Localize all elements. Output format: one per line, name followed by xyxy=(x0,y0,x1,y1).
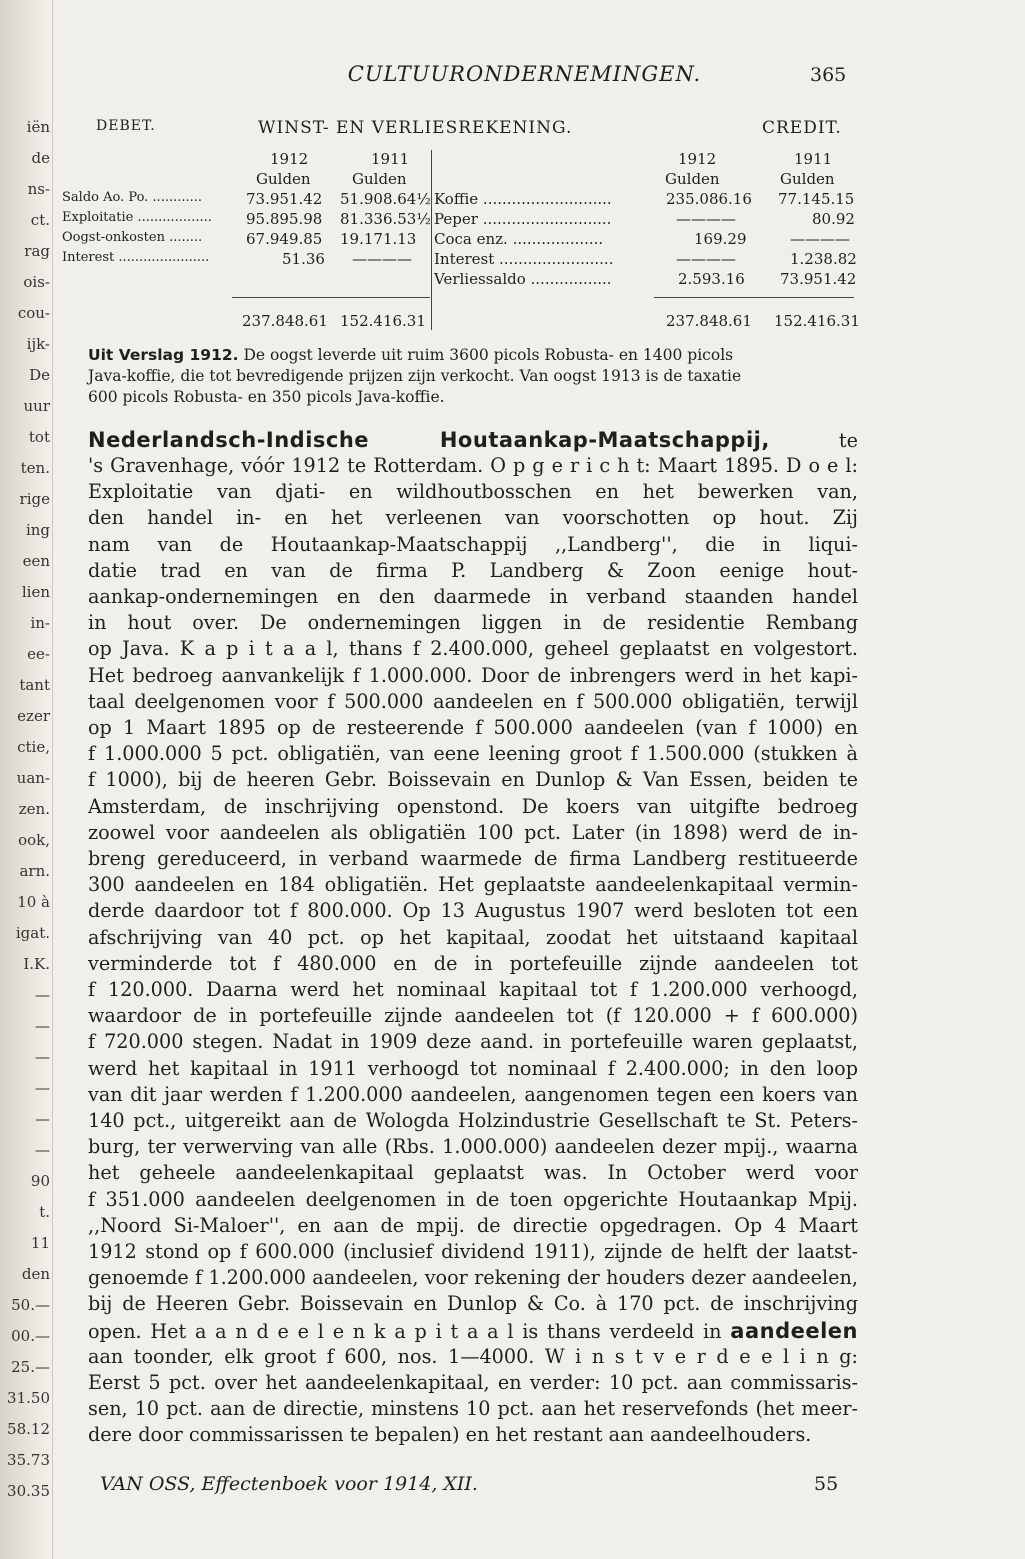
credit-unit-1912: Gulden xyxy=(665,170,720,188)
table-divider xyxy=(431,150,432,330)
debet-row-value: 81.336.53½ xyxy=(340,210,431,228)
debet-year-1912: 1912 xyxy=(270,150,309,168)
article-line: f 1000), bij de heeren Gebr. Boissevain en Dunlop & Van Essen, beiden te xyxy=(88,768,858,792)
debet-year-1911: 1911 xyxy=(371,150,410,168)
margin-fragment: 35.73 xyxy=(7,1451,50,1469)
debet-unit-1912: Gulden xyxy=(256,170,311,188)
margin-fragment: 00.— xyxy=(11,1327,50,1345)
margin-fragment: tant xyxy=(19,676,50,694)
credit-row-value: 2.593.16 xyxy=(678,270,745,288)
article-heading: Nederlandsch-Indische Houtaankap-Maatschappij, te xyxy=(88,428,858,452)
note-line-3: 600 picols Robusta- en 350 picols Java-koffie. xyxy=(88,388,445,406)
debet-unit-1911: Gulden xyxy=(352,170,407,188)
article-line: Eerst 5 pct. over het aandeelenkapitaal, en verder: 10 pct. aan commissaris- xyxy=(88,1371,858,1394)
credit-total-rule xyxy=(654,297,854,298)
margin-fragment: de xyxy=(31,149,50,167)
margin-fragment: ook, xyxy=(18,831,50,849)
article-line: zoowel voor aandeelen als obligatiën 100 pct. Later (in 1898) werd de in- xyxy=(88,820,858,844)
article-line: derde daardoor tot f 800.000. Op 13 Augustus 1907 werd besloten tot een xyxy=(88,899,858,923)
margin-fragment: ee- xyxy=(27,645,50,663)
article-line: afschrijving van 40 pct. op het kapitaal, zoodat het uitstaand kapitaal xyxy=(88,925,858,949)
credit-row-value: ———— xyxy=(676,250,736,268)
note-line-1: Uit Verslag 1912. De oogst leverde uit ruim 3600 picols Robusta- en 1400 picols xyxy=(88,346,734,364)
margin-fragment: — xyxy=(35,1017,50,1035)
margin-fragment: 50.— xyxy=(11,1296,50,1314)
margin-fragment: — xyxy=(35,1048,50,1066)
previous-page-margin xyxy=(0,0,53,1559)
footer-source: VAN OSS, Effectenboek voor 1914, XII. xyxy=(100,1473,478,1495)
article-line: ,,Noord Si-Maloer'', en aan de mpij. de directie opgedragen. Op 4 Maart xyxy=(88,1213,858,1237)
margin-fragment: rag xyxy=(24,242,50,260)
debet-row-value: 51.36 xyxy=(282,250,325,268)
margin-fragment: tot xyxy=(28,428,50,446)
bold-keyword: aandeelen xyxy=(730,1318,858,1343)
margin-fragment: De xyxy=(29,366,50,384)
margin-fragment: ten. xyxy=(20,459,50,477)
article-line: op 1 Maart 1895 op de resteerende f 500.000 aandeelen (van f 1000) en xyxy=(88,716,858,739)
credit-row-label: Interest ........................ xyxy=(434,250,614,268)
debet-total-rule xyxy=(232,297,430,298)
page-number: 365 xyxy=(810,64,847,86)
margin-fragment: ois- xyxy=(23,273,50,291)
credit-row-label: Coca enz. ................... xyxy=(434,230,604,248)
article-line: Amsterdam, de inschrijving openstond. De koers van uitgifte bedroeg xyxy=(88,794,858,818)
credit-year-1912: 1912 xyxy=(678,150,717,168)
article-line: f 720.000 stegen. Nadat in 1909 deze aand. in portefeuille waren geplaatst, xyxy=(88,1030,858,1054)
article-line: f 120.000. Daarna werd het nominaal kapitaal tot f 1.200.000 verhoogd, xyxy=(88,978,858,1001)
margin-fragment: — xyxy=(35,1110,50,1128)
margin-fragment: — xyxy=(35,1141,50,1159)
article-line: 140 pct., uitgereikt aan de Wologda Holzindustrie Gesellschaft te St. Peters- xyxy=(88,1109,858,1132)
article-line: aan toonder, elk groot f 600, nos. 1—4000. W i n s t v e r d e e l i n g: xyxy=(88,1344,858,1368)
margin-fragment: 10 à xyxy=(17,893,50,911)
article-line: sen, 10 pct. aan de directie, minstens 10 pct. aan het reservefonds (het meer- xyxy=(88,1397,858,1421)
article-line: 1912 stond op f 600.000 (inclusief dividend 1911), zijnde de helft der laatst- xyxy=(88,1240,858,1263)
article-line: Exploitatie van djati- en wildhoutbosschen en het bewerken van, xyxy=(88,480,858,504)
article-line: f 351.000 aandeelen deelgenomen in de toen opgerichte Houtaankap Mpij. xyxy=(88,1187,858,1211)
margin-fragment: ct. xyxy=(30,211,50,229)
debet-row-label: Oogst-onkosten ........ xyxy=(62,230,203,245)
margin-fragment: cou- xyxy=(17,304,50,322)
credit-unit-1911: Gulden xyxy=(780,170,835,188)
margin-fragment: ing xyxy=(25,521,50,539)
article-line: dere door commissarissen te bepalen) en het restant aan aandeelhouders. xyxy=(88,1423,812,1447)
article-line: datie trad en van de firma P. Landberg & Zoon eenige hout- xyxy=(88,558,858,582)
note-lead: Uit Verslag 1912. xyxy=(88,346,239,364)
article-line: het geheele aandeelenkapitaal geplaatst was. In October werd voor xyxy=(88,1161,858,1185)
company-name: Nederlandsch-Indische Houtaankap-Maatschappij, xyxy=(88,428,770,452)
article-line: f 1.000.000 5 pct. obligatiën, van eene leening groot f 1.500.000 (stukken à xyxy=(88,742,858,766)
debet-label: DEBET. xyxy=(96,118,156,134)
article-line: open. Het a a n d e e l e n k a p i t a a l is thans verdeeld in aandeelen xyxy=(88,1318,858,1343)
article-line: van dit jaar werden f 1.200.000 aandeelen, aangenomen tegen een koers van xyxy=(88,1082,858,1106)
credit-row-value: 80.92 xyxy=(812,210,855,228)
margin-fragment: 25.— xyxy=(11,1358,50,1376)
margin-fragment: 30.35 xyxy=(7,1482,50,1500)
credit-row-label: Peper ........................... xyxy=(434,210,612,228)
debet-row-label: Exploitatie .................. xyxy=(62,210,212,225)
article-line: breng gereduceerd, in verband waarmede de firma Landberg restitueerde xyxy=(88,847,858,870)
article-line: aankap-ondernemingen en den daarmede in verband staanden handel xyxy=(88,585,858,608)
margin-fragment: — xyxy=(35,1079,50,1097)
credit-row-label: Verliessaldo ................. xyxy=(434,270,612,288)
running-title: CULTUURONDERNEMINGEN. xyxy=(347,62,702,86)
credit-row-value: 235.086.16 xyxy=(666,190,752,208)
article-line: genoemde f 1.200.000 aandeelen, voor rekening der houders dezer aandeelen, xyxy=(88,1266,858,1290)
margin-fragment: 58.12 xyxy=(7,1420,50,1438)
margin-fragment: t. xyxy=(39,1203,50,1221)
credit-row-value: ———— xyxy=(676,210,736,228)
table-title: WINST- EN VERLIESREKENING. xyxy=(258,118,573,138)
article-line: taal deelgenomen voor f 500.000 aandeelen en f 500.000 obligatiën, terwijl xyxy=(88,689,858,713)
credit-row-label: Koffie ........................... xyxy=(434,190,612,208)
article-line: nam van de Houtaankap-Maatschappij ,,Landberg'', die in liqui- xyxy=(88,532,858,556)
margin-fragment: ctie, xyxy=(17,738,50,756)
debet-row-label: Saldo Ao. Po. ............ xyxy=(62,190,203,205)
article-line: op Java. K a p i t a a l, thans f 2.400.000, geheel geplaatst en volgestort. xyxy=(88,637,858,661)
debet-row-value: 95.895.98 xyxy=(246,210,323,228)
margin-fragment: ezer xyxy=(17,707,50,725)
article-line: werd het kapitaal in 1911 verhoogd tot nominaal f 2.400.000; in den loop xyxy=(88,1056,858,1080)
credit-row-value: 169.29 xyxy=(694,230,747,248)
margin-fragment: lien xyxy=(21,583,50,601)
margin-fragment: 31.50 xyxy=(7,1389,50,1407)
debet-row-label: Interest ...................... xyxy=(62,250,210,265)
credit-total-1912: 237.848.61 xyxy=(666,312,752,330)
debet-row-value: ———— xyxy=(352,250,412,268)
credit-row-value: 73.951.42 xyxy=(780,270,857,288)
margin-fragment: den xyxy=(21,1265,50,1283)
margin-fragment: I.K. xyxy=(23,955,50,973)
article-line: burg, ter verwerving van alle (Rbs. 1.000.000) aandeelen dezer mpij., waarna xyxy=(88,1135,858,1159)
credit-year-1911: 1911 xyxy=(794,150,833,168)
credit-row-value: 1.238.82 xyxy=(790,250,857,268)
margin-fragment: — xyxy=(35,986,50,1004)
article-line: Het bedroeg aanvankelijk f 1.000.000. Door de inbrengers werd in het kapi- xyxy=(88,663,858,687)
debet-total-1911: 152.416.31 xyxy=(340,312,426,330)
article-line: 300 aandeelen en 184 obligatiën. Het geplaatste aandeelenkapitaal vermin- xyxy=(88,873,858,897)
credit-row-value: 77.145.15 xyxy=(778,190,855,208)
margin-fragment: een xyxy=(22,552,50,570)
margin-fragment: zen. xyxy=(18,800,50,818)
margin-fragment: ijk- xyxy=(26,335,50,353)
credit-total-1911: 152.416.31 xyxy=(774,312,860,330)
article-line: 's Gravenhage, vóór 1912 te Rotterdam. O p g e r i c h t: Maart 1895. D o e l: xyxy=(88,454,858,477)
margin-fragment: igat. xyxy=(15,924,50,942)
margin-fragment: arn. xyxy=(19,862,50,880)
debet-row-value: 73.951.42 xyxy=(246,190,323,208)
credit-label: CREDIT. xyxy=(762,118,842,138)
article-line: in hout over. De ondernemingen liggen in de residentie Rembang xyxy=(88,611,858,635)
margin-fragment: iën xyxy=(26,118,50,136)
note-line-2: Java-koffie, die tot bevredigende prijzen zijn verkocht. Van oogst 1913 is de taxatie xyxy=(88,367,742,385)
margin-fragment: rige xyxy=(19,490,50,508)
margin-fragment: ns- xyxy=(27,180,50,198)
credit-row-value: ———— xyxy=(790,230,850,248)
article-line: waardoor de in portefeuille zijnde aandeelen tot (f 120.000 + f 600.000) xyxy=(88,1004,858,1028)
margin-fragment: uur xyxy=(23,397,50,415)
margin-fragment: 11 xyxy=(30,1234,50,1252)
margin-fragment: in- xyxy=(30,614,50,632)
debet-row-value: 51.908.64½ xyxy=(340,190,431,208)
margin-fragment: uan- xyxy=(16,769,50,787)
article-line: verminderde tot f 480.000 en de in portefeuille zijnde aandeelen tot xyxy=(88,951,858,975)
margin-fragment: 90 xyxy=(30,1172,50,1190)
article-line: bij de Heeren Gebr. Boissevain en Dunlop & Co. à 170 pct. de inschrijving xyxy=(88,1292,858,1316)
debet-row-value: 67.949.85 xyxy=(246,230,323,248)
debet-row-value: 19.171.13 xyxy=(340,230,417,248)
article-line: den handel in- en het verleenen van voorschotten op hout. Zij xyxy=(88,506,858,530)
footer-page-number: 55 xyxy=(814,1473,839,1495)
debet-total-1912: 237.848.61 xyxy=(242,312,328,330)
